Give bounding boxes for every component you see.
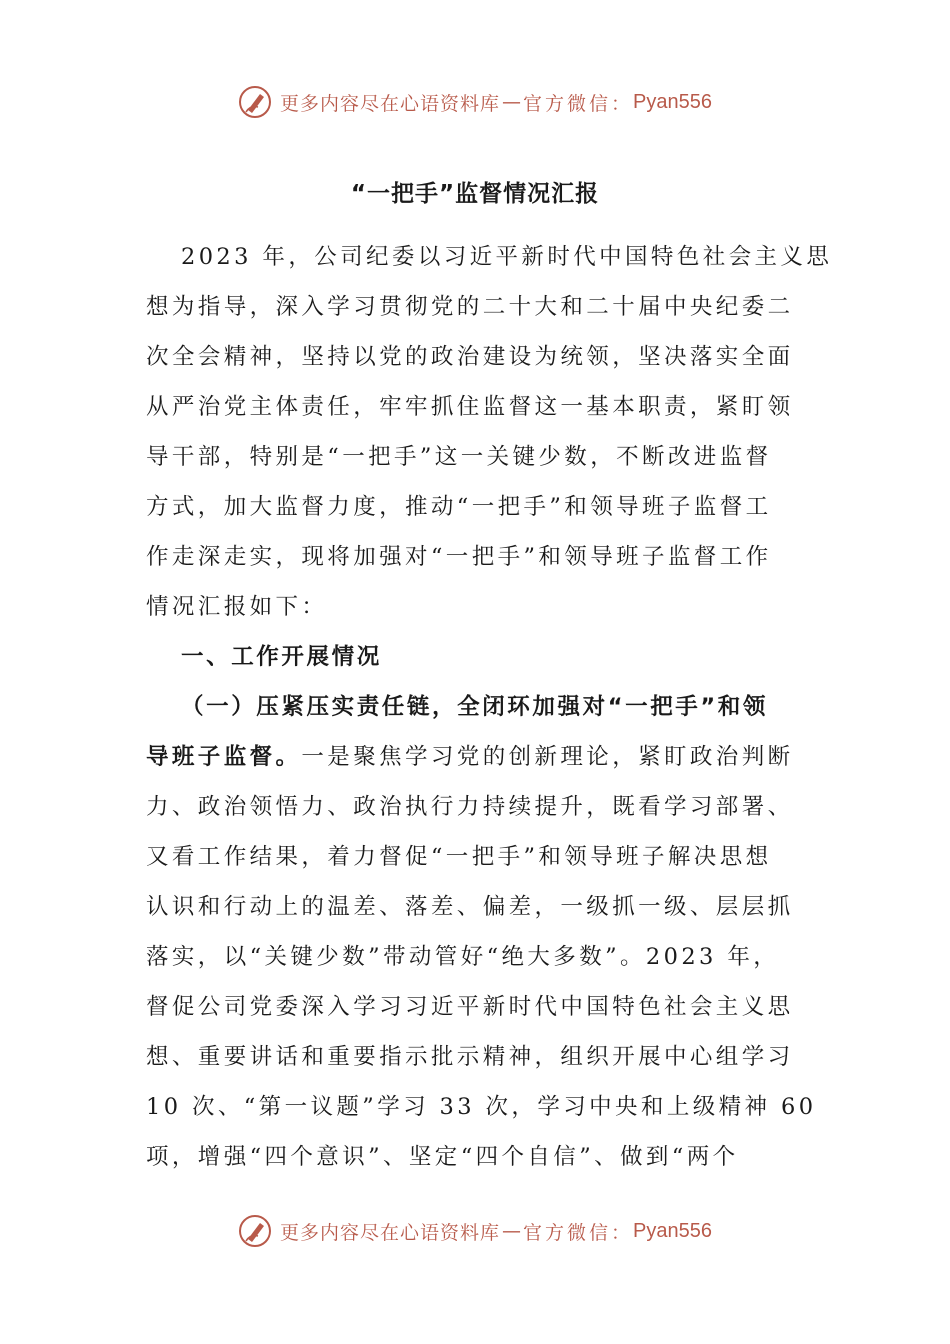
paragraph-line: 2023 年，公司纪委以习近平新时代中国特色社会主义思 [181,244,833,270]
pen-logo-icon [238,1214,272,1248]
watermark-wechat-label: 官方微信： [523,92,634,115]
watermark-separator: — [502,1220,522,1242]
paragraph-line: 从严治党主体责任，牢牢抓住监督这一基本职责，紧盯领 [146,394,794,420]
subsection-text: 一是聚焦学习党的创新理论，紧盯政治判断 [301,744,794,770]
watermark-separator: — [502,91,522,113]
document-title: “一把手”监督情况汇报 [350,181,600,207]
paragraph-line: 情况汇报如下： [146,594,328,620]
subsection-line: 落实，以“关键少数”带动管好“绝大多数”。2023 年， [146,944,780,970]
paragraph-line: 作走深走实，现将加强对“一把手”和领导班子监督工作 [146,544,772,570]
watermark-banner-bottom [0,1211,950,1251]
subsection-heading-end: 导班子监督。 [146,744,302,770]
paragraph-line: 想为指导，深入学习贯彻党的二十大和二十届中央纪委二 [146,294,794,320]
document-body [146,232,833,1182]
subsection-line: 督促公司党委深入学习习近平新时代中国特色社会主义思 [146,994,794,1020]
subsection-line: 又看工作结果，着力督促“一把手”和领导班子解决思想 [146,844,772,870]
section-heading: 一、工作开展情况 [181,644,382,670]
subsection-line: 认识和行动上的温差、落差、偏差，一级抓一级、层层抓 [146,894,794,920]
watermark-wechat-id: Pyan556 [633,90,712,113]
pen-logo-icon [238,85,272,119]
watermark-text: 更多内容尽在心语资料库 [280,92,501,115]
paragraph-line: 导干部，特别是“一把手”这一关键少数，不断改进监督 [146,444,772,470]
subsection-line: 10 次、“第一议题”学习 33 次，学习中央和上级精神 60 [146,1094,817,1120]
subsection-heading: （一）压紧压实责任链，全闭环加强对“一把手”和领 [181,694,768,720]
paragraph-line: 次全会精神，坚持以党的政治建设为统领，坚决落实全面 [146,344,794,370]
watermark-banner-top [0,82,950,122]
subsection-line: 力、政治领悟力、政治执行力持续提升，既看学习部署、 [146,794,794,820]
subsection-line: 项，增强“四个意识”、坚定“四个自信”、做到“两个 [146,1144,739,1170]
subsection-line: 想、重要讲话和重要指示批示精神，组织开展中心组学习 [146,1044,794,1070]
watermark-text: 更多内容尽在心语资料库 [280,1221,501,1244]
watermark-wechat-id: Pyan556 [633,1219,712,1242]
paragraph-line: 方式，加大监督力度，推动“一把手”和领导班子监督工 [146,494,772,520]
subsection-line [146,732,806,782]
watermark-wechat-label: 官方微信： [523,1221,634,1244]
